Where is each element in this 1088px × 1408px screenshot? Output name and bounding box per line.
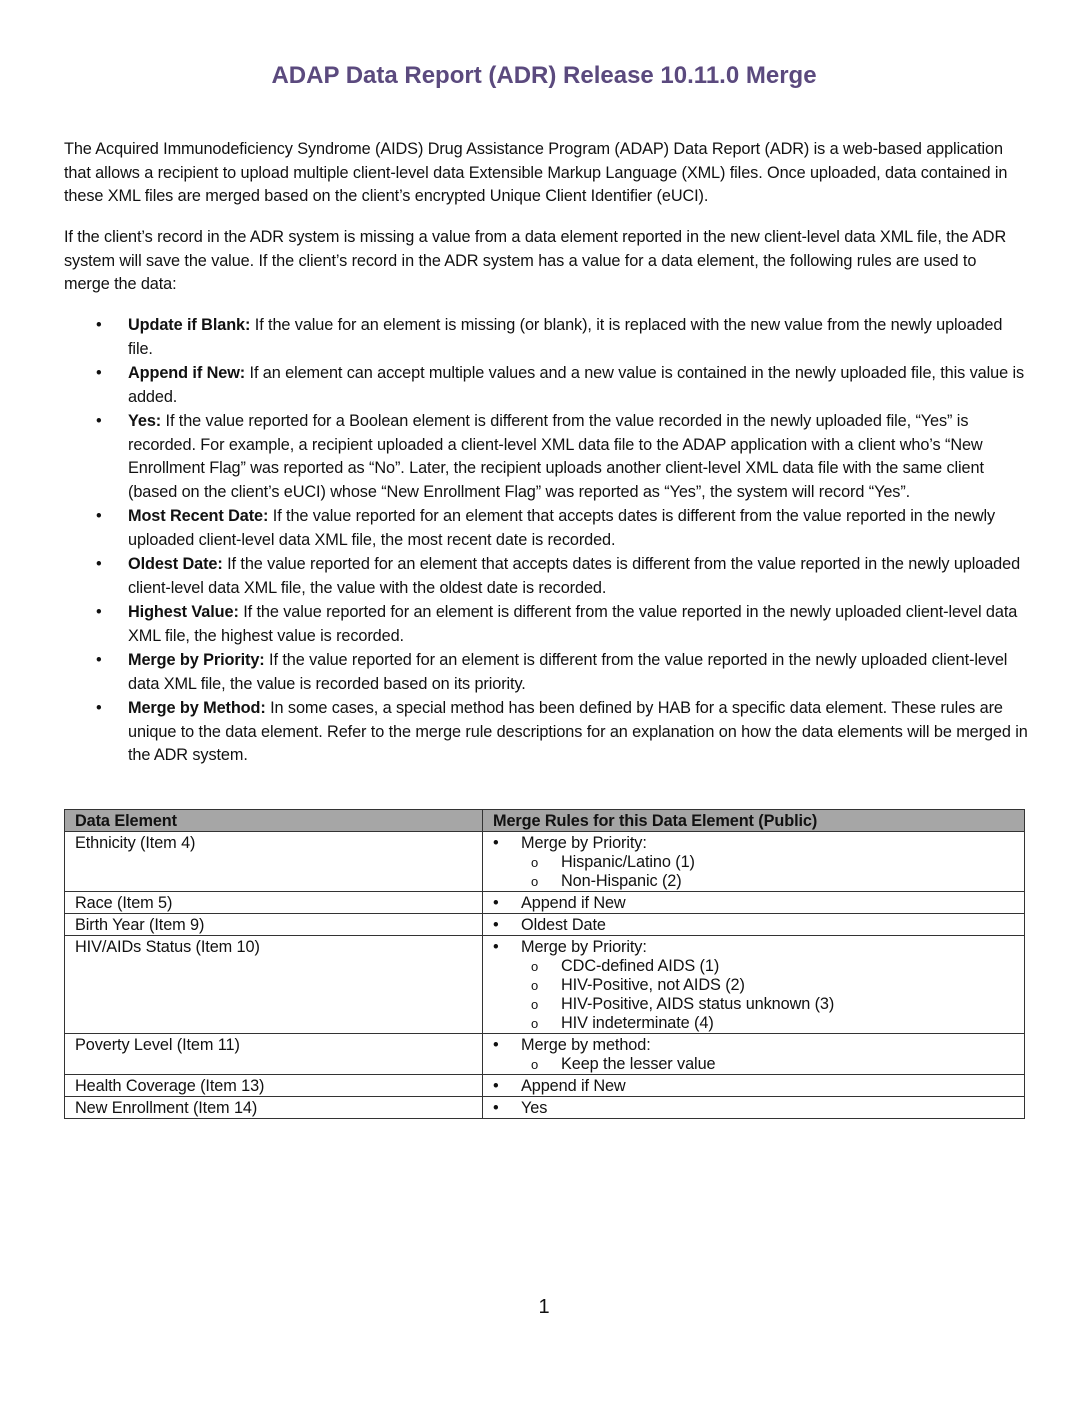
merge-sub-item <box>493 872 1014 891</box>
circle-bullet-icon: o <box>531 978 539 993</box>
table-row <box>65 1034 1025 1075</box>
rule-item <box>64 362 1029 409</box>
data-element-cell: Poverty Level (Item 11) <box>65 1034 483 1075</box>
table-row <box>65 892 1025 914</box>
bullet-icon: • <box>493 1099 499 1117</box>
table-header-row <box>65 810 1025 832</box>
merge-sub-item <box>493 1014 1014 1033</box>
table-row <box>65 1075 1025 1097</box>
merge-sub-label: Non-Hispanic (2) <box>561 872 682 890</box>
rule-description: If the value for an element is missing (or blank), it is replaced with the new value from the newly uploaded file. <box>128 316 1003 358</box>
merge-rule <box>493 915 1014 935</box>
circle-bullet-icon: o <box>531 1057 539 1072</box>
rule-item <box>64 601 1029 648</box>
rules-intro-paragraph: If the client’s record in the ADR system is missing a value from a data element reported in the new client-level data XML file, the ADR system will save the value. If the client’s record in the ADR system has a value for a data element, the following rules are used to merge the data: <box>64 228 1007 293</box>
rule-item <box>64 314 1029 361</box>
merge-sub-label: HIV-Positive, not AIDS (2) <box>561 976 745 994</box>
rule-description: If the value reported for a Boolean element is different from the value recorded in the newly uploaded file, “Yes” is recorded. For example, a recipient uploaded a client-level XML data file to the ADAP application with a client who’s “New Enrollment Flag” was reported as “No”. Later, the recipient uploads another client-level XML data file with the same client (based on the client’s eUCI) whose “New Enrollment Flag” was reported as “Yes”, the system will record “Yes”. <box>128 412 984 501</box>
rule-description: If the value reported for an element that accepts dates is different from the value reported in the newly uploaded client-level data XML file, the most recent date is recorded. <box>128 507 996 549</box>
merge-rule <box>493 1035 1014 1055</box>
rule-item <box>64 505 1029 552</box>
data-element-cell: Ethnicity (Item 4) <box>65 832 483 892</box>
merge-rule <box>493 893 1014 913</box>
merge-rule-label: Yes <box>521 1099 548 1117</box>
rule-item <box>64 553 1029 600</box>
rule-description: If the value reported for an element is different from the value reported in the newly uploaded client-level data XML file, the highest value is recorded. <box>128 603 1018 645</box>
merge-sub-label: Keep the lesser value <box>561 1055 716 1073</box>
bullet-icon: • <box>96 603 102 621</box>
rule-term: Highest Value: <box>128 603 239 621</box>
rule-item <box>64 697 1029 768</box>
merge-rule-cell <box>483 1075 1025 1097</box>
circle-bullet-icon: o <box>531 874 539 889</box>
circle-bullet-icon: o <box>531 855 539 870</box>
merge-sub-item <box>493 976 1014 995</box>
merge-rule-cell <box>483 1097 1025 1119</box>
intro-paragraph: The Acquired Immunodeficiency Syndrome (AIDS) Drug Assistance Program (ADAP) Data Report (ADR) is a web-based application that allows a recipient to upload multiple client-level data Extensible Markup Language (XML) files. Once uploaded, data contained in these XML files are merged based on the client’s encrypted Unique Client Identifier (eUCI). <box>64 140 1008 205</box>
header-merge-rules: Merge Rules for this Data Element (Public) <box>483 810 1025 832</box>
merge-sub-label: Hispanic/Latino (1) <box>561 853 695 871</box>
data-element-cell: Birth Year (Item 9) <box>65 914 483 936</box>
merge-rules-list <box>64 314 1029 769</box>
rule-term: Yes: <box>128 412 162 430</box>
merge-rule-label: Append if New <box>521 894 626 912</box>
merge-rule <box>493 1076 1014 1096</box>
circle-bullet-icon: o <box>531 997 539 1012</box>
merge-rule-cell <box>483 914 1025 936</box>
merge-rule-cell <box>483 832 1025 892</box>
bullet-icon: • <box>493 834 499 852</box>
bullet-icon: • <box>96 316 102 334</box>
rule-term: Merge by Priority: <box>128 651 265 669</box>
merge-sub-label: HIV indeterminate (4) <box>561 1014 714 1032</box>
merge-sub-item <box>493 853 1014 872</box>
rule-item <box>64 649 1029 696</box>
data-element-cell: Health Coverage (Item 13) <box>65 1075 483 1097</box>
merge-rule-label: Merge by Priority: <box>521 938 647 956</box>
table-row <box>65 1097 1025 1119</box>
bullet-icon: • <box>96 412 102 430</box>
bullet-icon: • <box>96 364 102 382</box>
circle-bullet-icon: o <box>531 1016 539 1031</box>
rule-term: Oldest Date: <box>128 555 223 573</box>
circle-bullet-icon: o <box>531 959 539 974</box>
merge-sub-item <box>493 957 1014 976</box>
table-row <box>65 832 1025 892</box>
bullet-icon: • <box>493 894 499 912</box>
bullet-icon: • <box>96 507 102 525</box>
merge-rule-cell <box>483 892 1025 914</box>
bullet-icon: • <box>96 555 102 573</box>
data-element-cell: HIV/AIDs Status (Item 10) <box>65 936 483 1034</box>
bullet-icon: • <box>493 938 499 956</box>
merge-rule-label: Oldest Date <box>521 916 606 934</box>
merge-rule <box>493 937 1014 957</box>
rule-term: Append if New: <box>128 364 246 382</box>
merge-rule <box>493 1098 1014 1118</box>
rule-description: If the value reported for an element is different from the value reported in the newly uploaded client-level data XML file, the value is recorded based on its priority. <box>128 651 1008 693</box>
merge-rule-label: Merge by Priority: <box>521 834 647 852</box>
rule-term: Most Recent Date: <box>128 507 269 525</box>
merge-sub-item <box>493 995 1014 1014</box>
bullet-icon: • <box>493 916 499 934</box>
merge-rule <box>493 833 1014 853</box>
merge-rule-label: Merge by method: <box>521 1036 651 1054</box>
rule-item <box>64 410 1029 504</box>
merge-sub-item <box>493 1055 1014 1074</box>
rule-description: If the value reported for an element that accepts dates is different from the value reported in the newly uploaded client-level data XML file, the value with the oldest date is recorded. <box>128 555 1021 597</box>
page-title: ADAP Data Report (ADR) Release 10.11.0 Merge <box>271 62 817 89</box>
merge-sub-label: HIV-Positive, AIDS status unknown (3) <box>561 995 835 1013</box>
bullet-icon: • <box>493 1077 499 1095</box>
merge-rule-cell <box>483 936 1025 1034</box>
page-number: 1 <box>538 1296 550 1318</box>
rule-description: If an element can accept multiple values and a new value is contained in the newly uploaded file, this value is added. <box>128 364 1025 406</box>
header-data-element: Data Element <box>65 810 483 832</box>
merge-rules-table <box>64 809 1025 1119</box>
bullet-icon: • <box>96 651 102 669</box>
rule-description: In some cases, a special method has been defined by HAB for a specific data element. These rules are unique to the data element. Refer to the merge rule descriptions for an explanation on how the data elements will be merged in the ADR system. <box>128 699 1028 764</box>
rule-term: Update if Blank: <box>128 316 251 334</box>
bullet-icon: • <box>96 699 102 717</box>
bullet-icon: • <box>493 1036 499 1054</box>
table-row <box>65 936 1025 1034</box>
table-row <box>65 914 1025 936</box>
merge-rule-cell <box>483 1034 1025 1075</box>
rule-term: Merge by Method: <box>128 699 266 717</box>
merge-rule-label: Append if New <box>521 1077 626 1095</box>
merge-sub-label: CDC-defined AIDS (1) <box>561 957 720 975</box>
data-element-cell: Race (Item 5) <box>65 892 483 914</box>
data-element-cell: New Enrollment (Item 14) <box>65 1097 483 1119</box>
